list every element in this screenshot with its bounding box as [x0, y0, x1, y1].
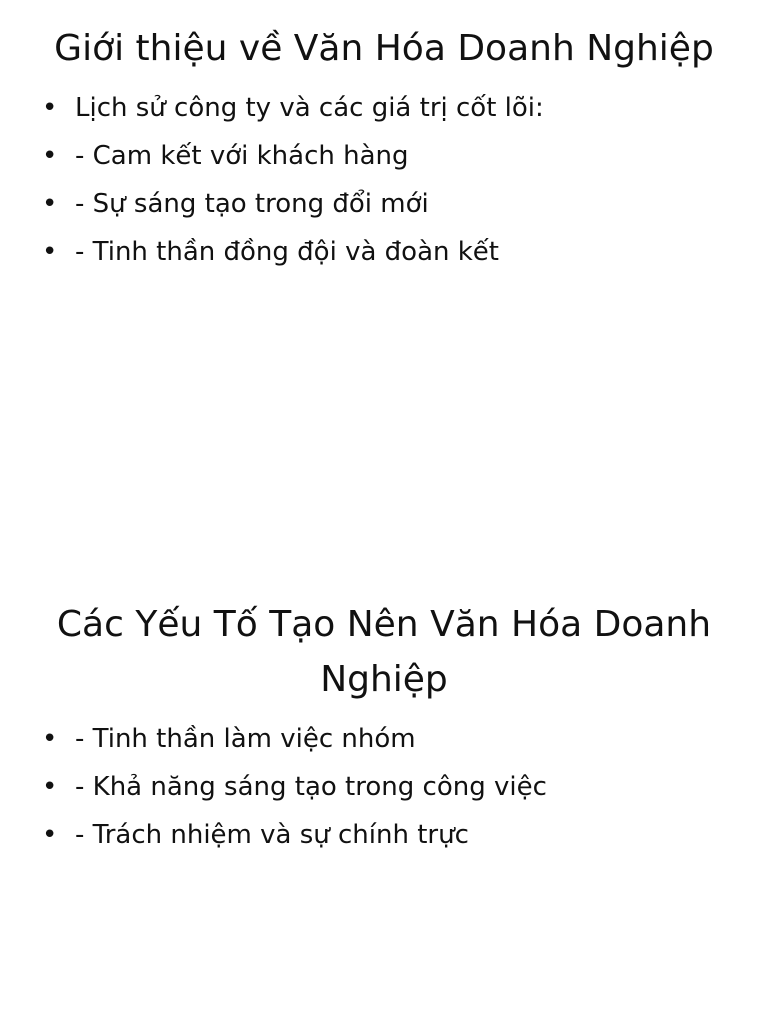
bullet-dot-icon: •	[42, 141, 58, 171]
list-item-text: - Cam kết với khách hàng	[75, 141, 409, 171]
bullet-dot-icon: •	[42, 820, 58, 850]
bullet-dot-icon: •	[42, 93, 58, 123]
list-item-text: - Tinh thần làm việc nhóm	[75, 724, 416, 754]
list-item-text: - Khả năng sáng tạo trong công việc	[75, 772, 547, 802]
list-item	[38, 180, 768, 228]
slide-2	[0, 576, 768, 1024]
list-item	[38, 763, 768, 811]
list-item	[38, 132, 768, 180]
bullet-dot-icon: •	[42, 189, 58, 219]
list-item	[38, 84, 768, 132]
list-item-text: - Trách nhiệm và sự chính trực	[75, 820, 469, 850]
list-item-text: - Tinh thần đồng đội và đoàn kết	[75, 237, 499, 267]
bullet-list	[0, 715, 768, 859]
list-item-text: Lịch sử công ty và các giá trị cốt lõi:	[75, 93, 544, 123]
bullet-dot-icon: •	[42, 772, 58, 802]
list-item	[38, 811, 768, 859]
slide-title: Giới thiệu về Văn Hóa Doanh Nghiệp	[54, 28, 714, 69]
list-item-text: - Sự sáng tạo trong đổi mới	[75, 189, 429, 219]
bullet-list	[0, 84, 768, 276]
bullet-dot-icon: •	[42, 724, 58, 754]
bullet-dot-icon: •	[42, 237, 58, 267]
list-item	[38, 715, 768, 763]
slide-title: Các Yếu Tố Tạo Nên Văn Hóa Doanh Nghiệp	[56, 604, 712, 700]
list-item	[38, 228, 768, 276]
